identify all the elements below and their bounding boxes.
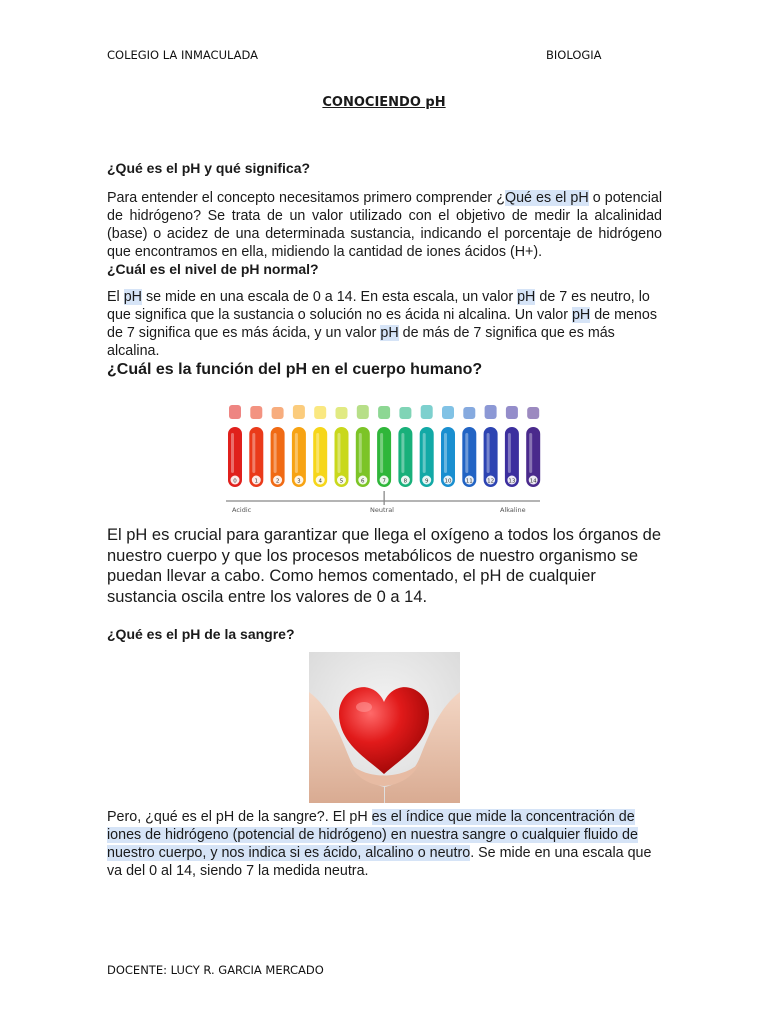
ph-tube-shine <box>529 433 532 473</box>
ph-example-item <box>293 405 305 419</box>
heading-ph-function: ¿Cuál es la función del pH en el cuerpo humano? <box>107 361 483 378</box>
ph-tube-shine <box>487 433 490 473</box>
ph-example-item <box>314 406 326 419</box>
ph-example-item <box>421 405 433 419</box>
ph-example-item <box>229 405 241 419</box>
ph-tube-shine <box>380 433 383 473</box>
ph-number-label: 0 <box>233 478 237 485</box>
ph-example-item <box>336 407 348 419</box>
paragraph-normal-ph: El pH se mide en una escala de 0 a 14. En esta escala, un valor pH de 7 es neutro, lo que significa que la sustancia o solución no es ácida ni alcalina. Un valor pH de menos de 7 significa que es más ácida, y un valor pH de más de 7 significa que es más alcalina. <box>107 289 657 359</box>
ph-tube-shine <box>444 433 447 473</box>
ph-acidic-label: Acidic <box>232 506 252 514</box>
ph-number-label: 12 <box>487 478 495 485</box>
heading-normal-ph: ¿Cuál es el nivel de pH normal? <box>107 261 319 277</box>
ph-example-item <box>463 407 475 419</box>
paragraph-blood-ph: Pero, ¿qué es el pH de la sangre?. El pH es el índice que mide la concentración de iones de hidrógeno (potencial de hidrógeno) en nuestra sangre o cualquier fluido de nuestro cuerpo, y nos indica si es ácido, alcalino o neutro. Se mide en una escala que va del 0 al 14, siendo 7 la medida neutra. <box>107 809 652 879</box>
ph-tube-shine <box>338 433 341 473</box>
ph-number-label: 3 <box>297 478 301 485</box>
ph-tube-shine <box>359 433 362 473</box>
ph-number-label: 8 <box>403 478 408 485</box>
ph-example-item <box>272 407 284 419</box>
ph-neutral-label: Neutral <box>370 506 394 514</box>
paragraph-ph-function: El pH es crucial para garantizar que llega el oxígeno a todos los órganos de nuestro cuerpo y que los procesos metabólicos de nuestro organismo se puedan llevar a cabo. Como hemos comentado, el pH de cualquier sustancia oscila entre los valores de 0 a 14. <box>107 526 662 606</box>
ph-example-item <box>527 407 539 419</box>
ph-example-item <box>250 406 262 419</box>
ph-tube-shine <box>423 433 426 473</box>
school-name: COLEGIO LA INMACULADA <box>107 48 259 62</box>
heading-blood-ph: ¿Qué es el pH de la sangre? <box>107 626 295 642</box>
ph-number-label: 5 <box>339 478 344 485</box>
ph-tube-shine <box>274 433 277 473</box>
ph-tube-shine <box>465 433 468 473</box>
heart-in-hands-image <box>309 652 460 803</box>
highlight-blood-ph: es el índice que mide la concentración de iones de hidrógeno (potencial de hidrógeno) en nuestra sangre o cualquier fluido de nuestro cuerpo, y nos indica si es ácido, alcalino o neutro <box>107 809 638 861</box>
ph-example-items <box>229 405 539 419</box>
document-title: CONOCIENDO pH <box>322 95 446 110</box>
ph-number-label: 2 <box>275 478 280 485</box>
heart-highlight <box>356 702 372 712</box>
ph-example-item <box>399 407 411 419</box>
heading-what-is-ph: ¿Qué es el pH y qué significa? <box>107 160 311 176</box>
ph-number-label: 7 <box>382 478 386 485</box>
ph-example-item <box>378 406 390 419</box>
teacher-name: DOCENTE: LUCY R. GARCIA MERCADO <box>107 963 324 977</box>
ph-example-item <box>357 405 369 419</box>
ph-number-label: 6 <box>361 478 365 485</box>
ph-number-label: 1 <box>254 478 259 485</box>
ph-tube-shine <box>401 433 404 473</box>
ph-tube-shine <box>252 433 255 473</box>
subject-name: BIOLOGIA <box>546 48 602 62</box>
ph-example-item <box>485 405 497 419</box>
ph-tube-shine <box>231 433 234 473</box>
ph-tube-shine <box>316 433 319 473</box>
paragraph-what-is-ph: Para entender el concepto necesitamos primero comprender ¿Qué es el pH o potencial de hidrógeno? Se trata de un valor utilizado con el objetivo de medir la alcalinidad (base) o acidez de una determinada sustancia, indicando el porcentaje de hidrógeno que encontramos en ella, midiendo la cantidad de iones ácidos (H+). <box>107 190 662 260</box>
highlight-what-is-ph: Qué es el pH <box>504 190 589 206</box>
ph-alkaline-label: Alkaline <box>500 506 526 514</box>
ph-number-label: 4 <box>318 478 322 485</box>
ph-number-label: 10 <box>444 478 452 485</box>
ph-number-label: 14 <box>529 478 537 485</box>
ph-example-item <box>442 406 454 419</box>
ph-number-label: 11 <box>465 478 473 485</box>
ph-tube-shine <box>508 433 511 473</box>
ph-number-label: 9 <box>424 478 429 485</box>
ph-scale-figure <box>220 383 548 516</box>
ph-tube-shine <box>295 433 298 473</box>
ph-example-item <box>506 406 518 419</box>
ph-number-label: 13 <box>508 478 516 485</box>
